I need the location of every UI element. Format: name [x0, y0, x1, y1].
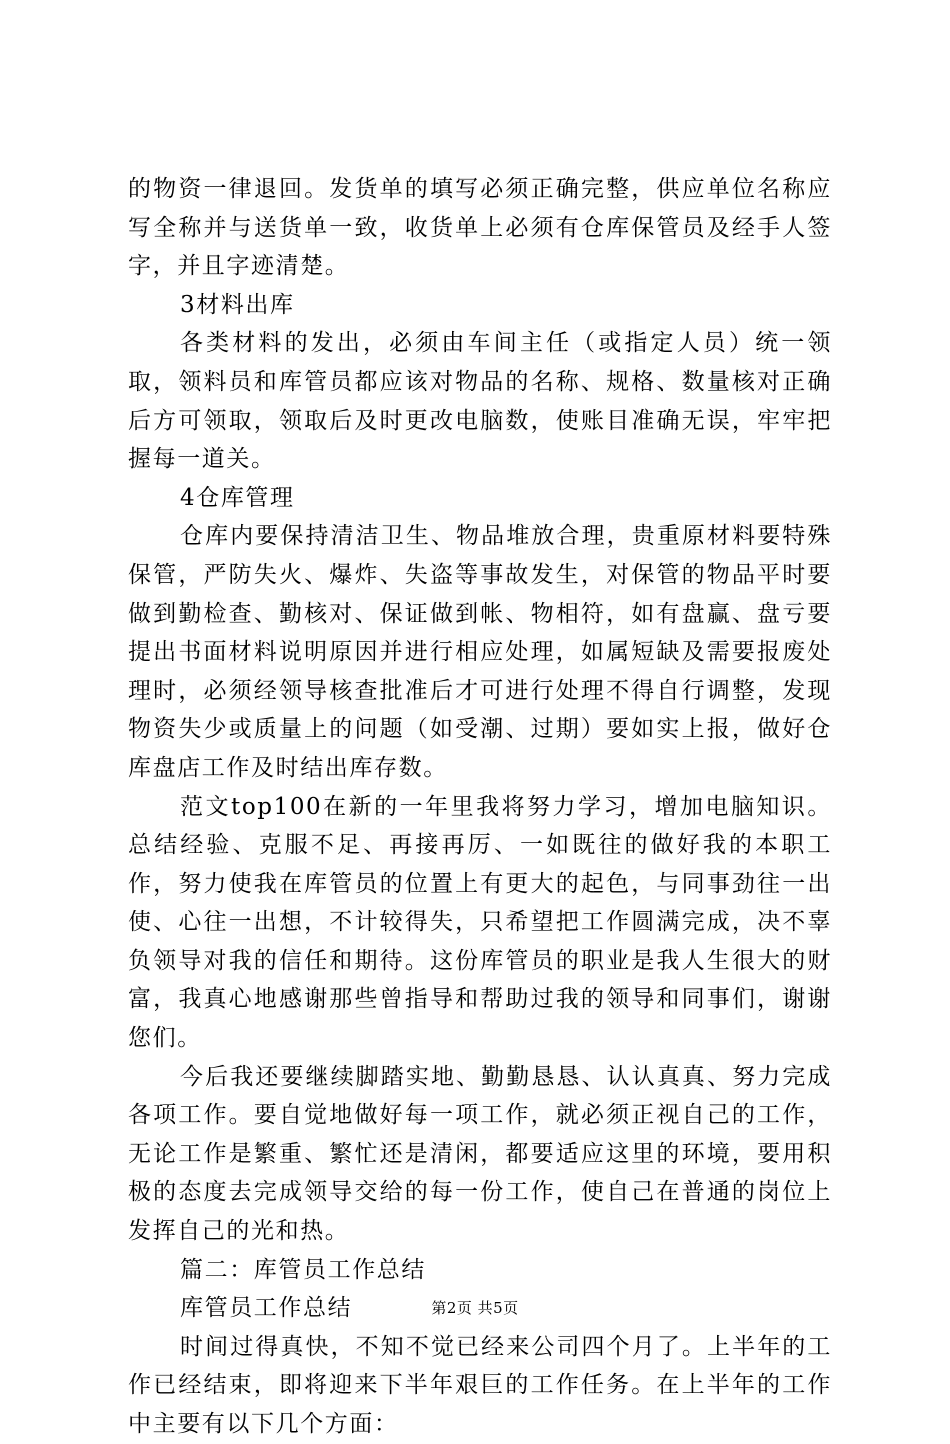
paragraph-new-year-plan: 范文top100在新的一年里我将努力学习，增加电脑知识。总结经验、克服不足、再接再厉、一如既往的做好我的本职工作，努力使我在库管员的位置上有更大的起色，与同事劲往一出使、心往一出想，不计较得失，只希望把工作圆满完成，决不辜负领导对我的信任和期待。这份库管员的职业是我人生很大的财富，我真心地感谢那些曾指导和帮助过我的领导和同事们，谢谢您们。	[128, 793, 832, 1052]
document-body	[128, 170, 832, 1444]
page-number-footer: 第2页 共5页	[431, 1299, 519, 1317]
paragraph-material-outbound: 各类材料的发出，必须由车间主任（或指定人员）统一领取，领料员和库管员都应该对物品的名称、规格、数量核对正确后方可领取，领取后及时更改电脑数，使账目准确无误，牢牢把握每一道关。	[128, 330, 832, 473]
chapter-heading-part-two: 篇二：库管员工作总结	[180, 1256, 426, 1283]
paragraph-intro-summary: 时间过得真快，不知不觉已经来公司四个月了。上半年的工作已经结束，即将迎来下半年艰巨的工作任务。在上半年的工作中主要有以下几个方面：	[128, 1333, 832, 1437]
section-heading-material-outbound: 3材料出库	[180, 291, 295, 318]
section-heading-warehouse-management: 4仓库管理	[180, 484, 295, 511]
document-subtitle: 库管员工作总结	[180, 1295, 353, 1322]
paragraph-future-work: 今后我还要继续脚踏实地、勤勤恳恳、认认真真、努力完成各项工作。要自觉地做好每一项工作，就必须正视自己的工作，无论工作是繁重、繁忙还是清闲，都要适应这里的环境，要用积极的态度去完成领导交给的每一份工作，使自己在普通的岗位上发挥自己的光和热。	[128, 1063, 832, 1245]
paragraph-continuation: 的物资一律退回。发货单的填写必须正确完整，供应单位名称应写全称并与送货单一致，收货单上必须有仓库保管员及经手人签字，并且字迹清楚。	[128, 176, 832, 280]
paragraph-warehouse-management: 仓库内要保持清洁卫生、物品堆放合理，贵重原材料要特殊保管，严防失火、爆炸、失盗等事故发生，对保管的物品平时要做到勤检查、勤核对、保证做到帐、物相符，如有盘赢、盘亏要提出书面材料说明原因并进行相应处理，如属短缺及需要报废处理时，必须经领导核查批准后才可进行处理不得自行调整，发现物资失少或质量上的问题（如受潮、过期）要如实上报，做好仓库盘店工作及时结出库存数。	[128, 523, 832, 781]
